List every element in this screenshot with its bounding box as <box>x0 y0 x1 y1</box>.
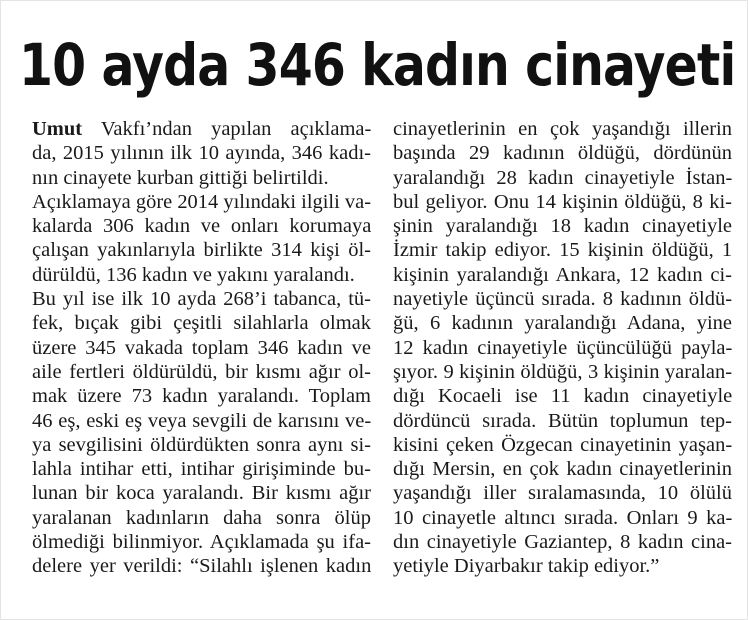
article-line: da, 2015 yılının ilk 10 ayında, 346 kadı- <box>32 142 371 165</box>
article-line: dürüldü, 136 kadın ve yakını yaralandı. <box>32 263 355 286</box>
article-line <box>32 117 371 141</box>
article-line: kalarda 306 kadın ve onları korumaya <box>32 215 372 238</box>
article-line: dın cinayetiyle Gaziantep, 8 kadın cina- <box>393 531 732 554</box>
article-line-text: Vakfı’ndan yapılan açıklama- <box>82 118 372 140</box>
article-line: cinayetlerinin en çok yaşandığı illerin <box>393 118 732 140</box>
article-line: aile fertleri öldürüldü, bir kısmı ağır ol- <box>32 360 371 383</box>
article-line: yetiyle Diyarbakır takip ediyor.” <box>393 555 660 578</box>
article-line: şinin yaralandığı 18 kadın cinayetiyle <box>393 215 732 238</box>
article-line: mak üzere 73 kadın yaralandı. Toplam <box>32 385 371 408</box>
article-line: yaralandığı 28 kadın cinayetiyle İstan- <box>393 166 733 189</box>
lead-word: Umut <box>32 118 83 140</box>
article-line: dığı Kocaeli ise 11 kadın cinayetiyle <box>393 385 733 408</box>
article-line: kişinin yaralandığı Ankara, 12 kadın ci- <box>393 263 732 286</box>
article-line: fek, bıçak gibi çeşitli silahlarla olmak <box>32 312 371 335</box>
article-column-left <box>32 117 371 579</box>
article-line: delere yer verildi: “Silahlı işlenen kadın <box>32 555 372 578</box>
article-line: lunan bir koca yaralandı. Bir kısmı ağır <box>32 482 371 505</box>
article-line: lahla intihar etti, intihar girişiminde bu- <box>32 458 371 481</box>
article-line: kisini çeken Özgecan cinayetinin yaşan- <box>393 433 733 456</box>
article-line: ölmediği bilinmiyor. Açıklamada şu ifa- <box>32 531 371 554</box>
article-line: yaşandığı iller sıralamasında, 10 ölülü <box>393 482 732 505</box>
article-line: nayetiyle üçüncü sırada. 8 kadının öldü- <box>393 288 733 311</box>
article-line: yaralanan kadınların daha sonra ölüp <box>32 506 371 529</box>
article-line: ğü, 6 kadının yaralandığı Adana, yine <box>393 312 732 335</box>
article-line: İzmir takip ediyor. 15 kişinin öldüğü, 1 <box>393 239 733 262</box>
article-line: şıyor. 9 kişinin öldüğü, 3 kişinin yaralan- <box>393 360 733 383</box>
headline: 10 ayda 346 kadın cinayeti <box>19 31 736 99</box>
article-line: bul geliyor. Onu 14 kişinin öldüğü, 8 ki- <box>393 190 732 213</box>
article-line: dığı Mersin, en çok kadın cinayetlerinin <box>393 458 732 481</box>
article-line: ya sevgilisini öldürdükten sonra aynı si- <box>32 433 371 456</box>
article-line: başında 29 kadının öldüğü, dördünün <box>393 142 732 165</box>
article-line: dördüncü sırada. Bütün toplumun tep- <box>393 409 732 432</box>
article-line: 12 kadın cinayetiyle üçüncülüğü payla- <box>393 336 733 359</box>
article-line: Açıklamaya göre 2014 yılındaki ilgili va- <box>32 190 372 213</box>
article-line: Bu yıl ise ilk 10 ayda 268’i tabanca, tü- <box>32 288 371 311</box>
article-line: 10 cinayetle altıncı sırada. Onları 9 ka- <box>393 506 733 529</box>
article-line: 46 eş, eski eş veya sevgili de karısını ve- <box>32 409 372 432</box>
article-line: üzere 345 vakada toplam 346 kadın ve <box>32 336 371 359</box>
article-column-right <box>393 117 732 579</box>
article-line: nın cinayete kurban gittiği belirtildi. <box>32 166 329 189</box>
article-line: çalışan yakınlarıyla birlikte 314 kişi öl- <box>32 239 371 262</box>
